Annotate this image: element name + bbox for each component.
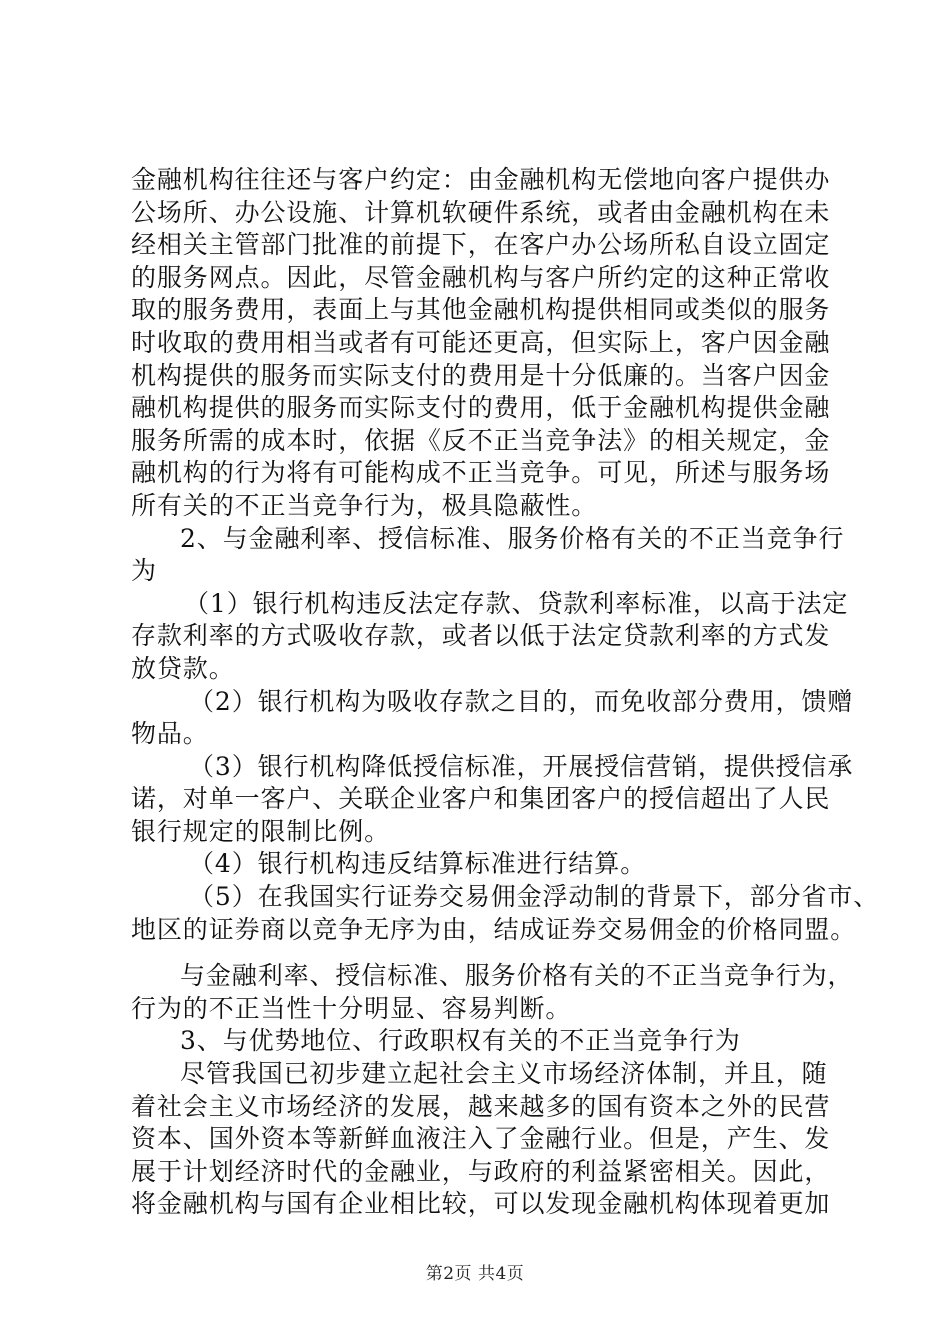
text-line: 银行规定的限制比例。 (131, 816, 391, 846)
text-line: 取的服务费用，表面上与其他金融机构提供相同或类似的服务 (131, 295, 831, 325)
list-item: （3）银行机构降低授信标准，开展授信营销，提供授信承 (189, 751, 854, 781)
text-line: 物品。 (131, 719, 209, 749)
text-line: 地区的证券商以竞争无序为由，结成证券交易佣金的价格同盟。 (131, 914, 857, 944)
list-item: （5）在我国实行证券交易佣金浮动制的背景下，部分省市、 (189, 882, 880, 912)
document-body (131, 164, 880, 1221)
list-item: （2）银行机构为吸收存款之目的，而免收部分费用，馈赠 (189, 686, 854, 716)
text-line: 服务所需的成本时，依据《反不正当竞争法》的相关规定，金 (131, 425, 831, 455)
text-line: 机构提供的服务而实际支付的费用是十分低廉的。当客户因金 (131, 360, 831, 390)
paragraph-start: 尽管我国已初步建立起社会主义市场经济体制，并且，随 (180, 1059, 828, 1089)
text-line: 的服务网点。因此，尽管金融机构与客户所约定的这种正常收 (131, 262, 831, 292)
paragraph-start: 与金融利率、授信标准、服务价格有关的不正当竞争行为， (180, 961, 854, 991)
list-item: （1）银行机构违反法定存款、贷款利率标准，以高于法定 (184, 588, 849, 618)
text-line: 放贷款。 (131, 653, 235, 683)
page-number-footer: 第2页 共4页 (425, 1264, 525, 1284)
text-line: 行为的不正当性十分明显、容易判断。 (131, 993, 572, 1023)
text-line: 金融机构往往还与客户约定：由金融机构无偿地向客户提供办 (131, 165, 831, 194)
text-line: 经相关主管部门批准的前提下，在客户办公场所私自设立固定 (131, 230, 831, 260)
text-line: 时收取的费用相当或者有可能还更高，但实际上，客户因金融 (131, 327, 831, 357)
text-line: 存款利率的方式吸收存款，或者以低于法定贷款利率的方式发 (131, 621, 831, 651)
text-line: 资本、国外资本等新鲜血液注入了金融行业。但是，产生、发 (131, 1124, 831, 1154)
paragraph-gap (131, 946, 833, 960)
text-line: 融机构的行为将有可能构成不正当竞争。可见，所述与服务场 (131, 458, 831, 488)
section-heading: 3、与优势地位、行政职权有关的不正当竞争行为 (180, 1026, 741, 1056)
text-line: 着社会主义市场经济的发展，越来越多的国有资本之外的民营 (131, 1091, 831, 1121)
text-line: 为 (131, 556, 157, 586)
text-line: 将金融机构与国有企业相比较，可以发现金融机构体现着更加 (131, 1189, 831, 1219)
text-line: 公场所、办公设施、计算机软硬件系统，或者由金融机构在未 (131, 197, 831, 227)
text-line: 融机构提供的服务而实际支付的费用，低于金融机构提供金融 (131, 393, 831, 423)
text-line: 所有关的不正当竞争行为，极具隐蔽性。 (131, 490, 598, 520)
list-item: （4）银行机构违反结算标准进行结算。 (189, 849, 647, 879)
section-heading: 2、与金融利率、授信标准、服务价格有关的不正当竞争行 (180, 523, 845, 553)
text-line: 诺，对单一客户、关联企业客户和集团客户的授信超出了人民 (131, 784, 831, 814)
text-line: 展于计划经济时代的金融业，与政府的利益紧密相关。因此， (131, 1156, 831, 1186)
